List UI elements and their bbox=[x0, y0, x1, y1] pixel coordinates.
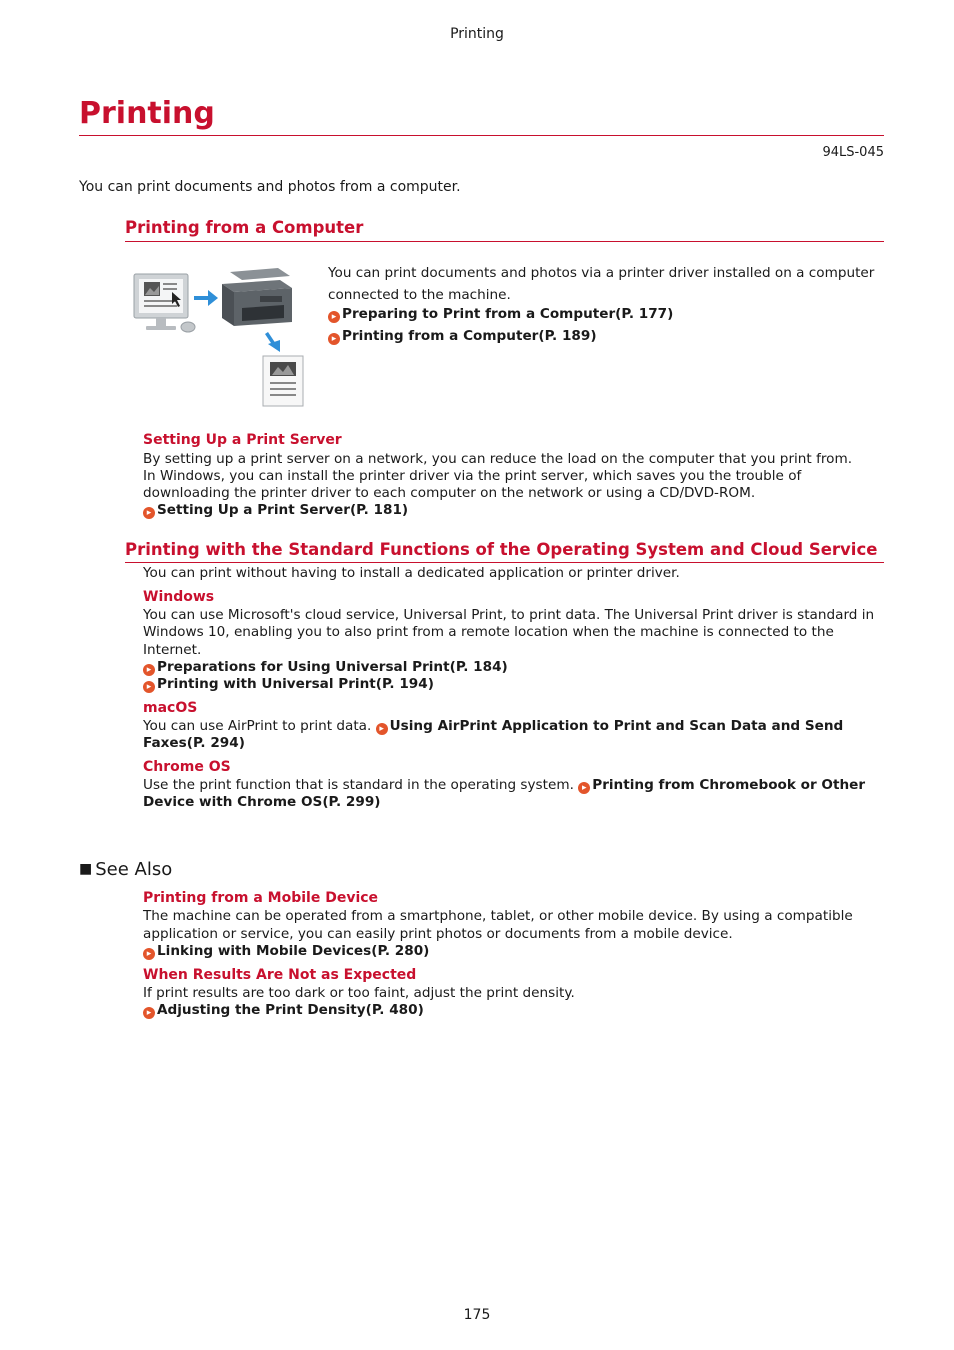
chrome-line-1 bbox=[143, 777, 883, 794]
document-id: 94LS-045 bbox=[822, 145, 884, 160]
link-preparations-universal-print[interactable] bbox=[143, 659, 508, 676]
monitor-icon bbox=[134, 274, 195, 332]
arrow-circle-icon: ▸ bbox=[143, 507, 155, 519]
intro-text: You can print documents and photos from a computer. bbox=[79, 179, 461, 195]
arrow-circle-icon: ▸ bbox=[143, 948, 155, 960]
arrow-down-icon bbox=[265, 332, 280, 352]
square-bullet-icon: ■ bbox=[79, 861, 93, 877]
section-heading-os: Printing with the Standard Functions of the Operating System and Cloud Service bbox=[125, 540, 878, 559]
link-printing-from-computer-label: Printing from a Computer(P. 189) bbox=[342, 328, 597, 344]
subheading-print-server: Setting Up a Print Server bbox=[143, 432, 342, 448]
see-also-label: See Also bbox=[95, 859, 173, 880]
print-server-line-1: By setting up a print server on a network, you can reduce the load on the computer that you print from. bbox=[143, 451, 853, 467]
link-airprint-continued[interactable]: Faxes(P. 294) bbox=[143, 735, 245, 751]
link-mobile-devices-label: Linking with Mobile Devices(P. 280) bbox=[157, 943, 430, 959]
arrow-circle-icon: ▸ bbox=[578, 782, 590, 794]
windows-line-1: You can use Microsoft's cloud service, Universal Print, to print data. The Universal Print driver is standard in bbox=[143, 607, 875, 623]
mobile-line-2: application or service, you can easily print photos or documents from a mobile device. bbox=[143, 926, 733, 942]
link-preparing-to-print-label: Preparing to Print from a Computer(P. 177) bbox=[342, 306, 674, 322]
os-intro: You can print without having to install a dedicated application or printer driver. bbox=[143, 565, 680, 581]
subheading-results: When Results Are Not as Expected bbox=[143, 967, 417, 983]
page-title: Printing bbox=[79, 96, 215, 131]
link-setting-up-print-server-label: Setting Up a Print Server(P. 181) bbox=[157, 502, 409, 518]
link-printing-from-computer[interactable] bbox=[328, 328, 597, 345]
link-setting-up-print-server[interactable] bbox=[143, 502, 408, 519]
section-rule-computer bbox=[125, 241, 884, 242]
windows-line-2: Windows 10, enabling you to also print from a remote location when the machine is connected to the bbox=[143, 624, 834, 640]
printed-page-icon bbox=[263, 356, 303, 406]
link-print-density[interactable] bbox=[143, 1002, 424, 1019]
running-header: Printing bbox=[450, 26, 504, 42]
subheading-mobile: Printing from a Mobile Device bbox=[143, 890, 379, 906]
link-airprint[interactable] bbox=[376, 718, 844, 734]
computer-description: You can print documents and photos via a printer driver installed on a computer connected to the machine. bbox=[328, 265, 875, 303]
results-text: If print results are too dark or too faint, adjust the print density. bbox=[143, 985, 575, 1001]
link-printing-universal-print-label: Printing with Universal Print(P. 194) bbox=[157, 676, 434, 692]
title-rule bbox=[79, 135, 884, 136]
subheading-chrome-os: Chrome OS bbox=[143, 759, 231, 775]
section-heading-computer: Printing from a Computer bbox=[125, 218, 364, 237]
print-server-line-2: In Windows, you can install the printer driver via the print server, which saves you the trouble of bbox=[143, 468, 802, 484]
arrow-circle-icon: ▸ bbox=[143, 664, 155, 676]
arrow-circle-icon: ▸ bbox=[328, 311, 340, 323]
link-preparations-universal-print-label: Preparations for Using Universal Print(P. 184) bbox=[157, 659, 508, 675]
link-chromebook-continued[interactable]: Device with Chrome OS(P. 299) bbox=[143, 794, 381, 810]
section-rule-os bbox=[125, 562, 884, 563]
link-preparing-to-print[interactable] bbox=[328, 306, 673, 323]
arrow-right-icon bbox=[194, 290, 218, 306]
arrow-circle-icon: ▸ bbox=[376, 723, 388, 735]
link-airprint-label: Using AirPrint Application to Print and Scan Data and Send bbox=[389, 718, 844, 734]
subheading-macos: macOS bbox=[143, 700, 198, 716]
arrow-circle-icon: ▸ bbox=[143, 1007, 155, 1019]
printing-illustration bbox=[130, 262, 308, 410]
mobile-line-1: The machine can be operated from a smartphone, tablet, or other mobile device. By using a compatible bbox=[143, 908, 853, 924]
arrow-circle-icon: ▸ bbox=[143, 681, 155, 693]
chrome-text: Use the print function that is standard in the operating system. bbox=[143, 777, 574, 793]
arrow-circle-icon: ▸ bbox=[328, 333, 340, 345]
windows-line-3: Internet. bbox=[143, 642, 202, 658]
link-mobile-devices[interactable] bbox=[143, 943, 429, 960]
page-number: 175 bbox=[463, 1307, 491, 1323]
link-chromebook[interactable] bbox=[578, 777, 865, 793]
link-print-density-label: Adjusting the Print Density(P. 480) bbox=[157, 1002, 424, 1018]
print-server-line-3: downloading the printer driver to each computer on the network or using a CD/DVD-ROM. bbox=[143, 485, 756, 501]
subheading-windows: Windows bbox=[143, 589, 215, 605]
link-printing-universal-print[interactable] bbox=[143, 676, 434, 693]
macos-text: You can use AirPrint to print data. bbox=[143, 718, 372, 734]
link-chromebook-label: Printing from Chromebook or Other bbox=[592, 777, 866, 793]
see-also-heading bbox=[79, 859, 172, 880]
printer-icon bbox=[222, 268, 292, 326]
macos-line-1 bbox=[143, 718, 883, 735]
